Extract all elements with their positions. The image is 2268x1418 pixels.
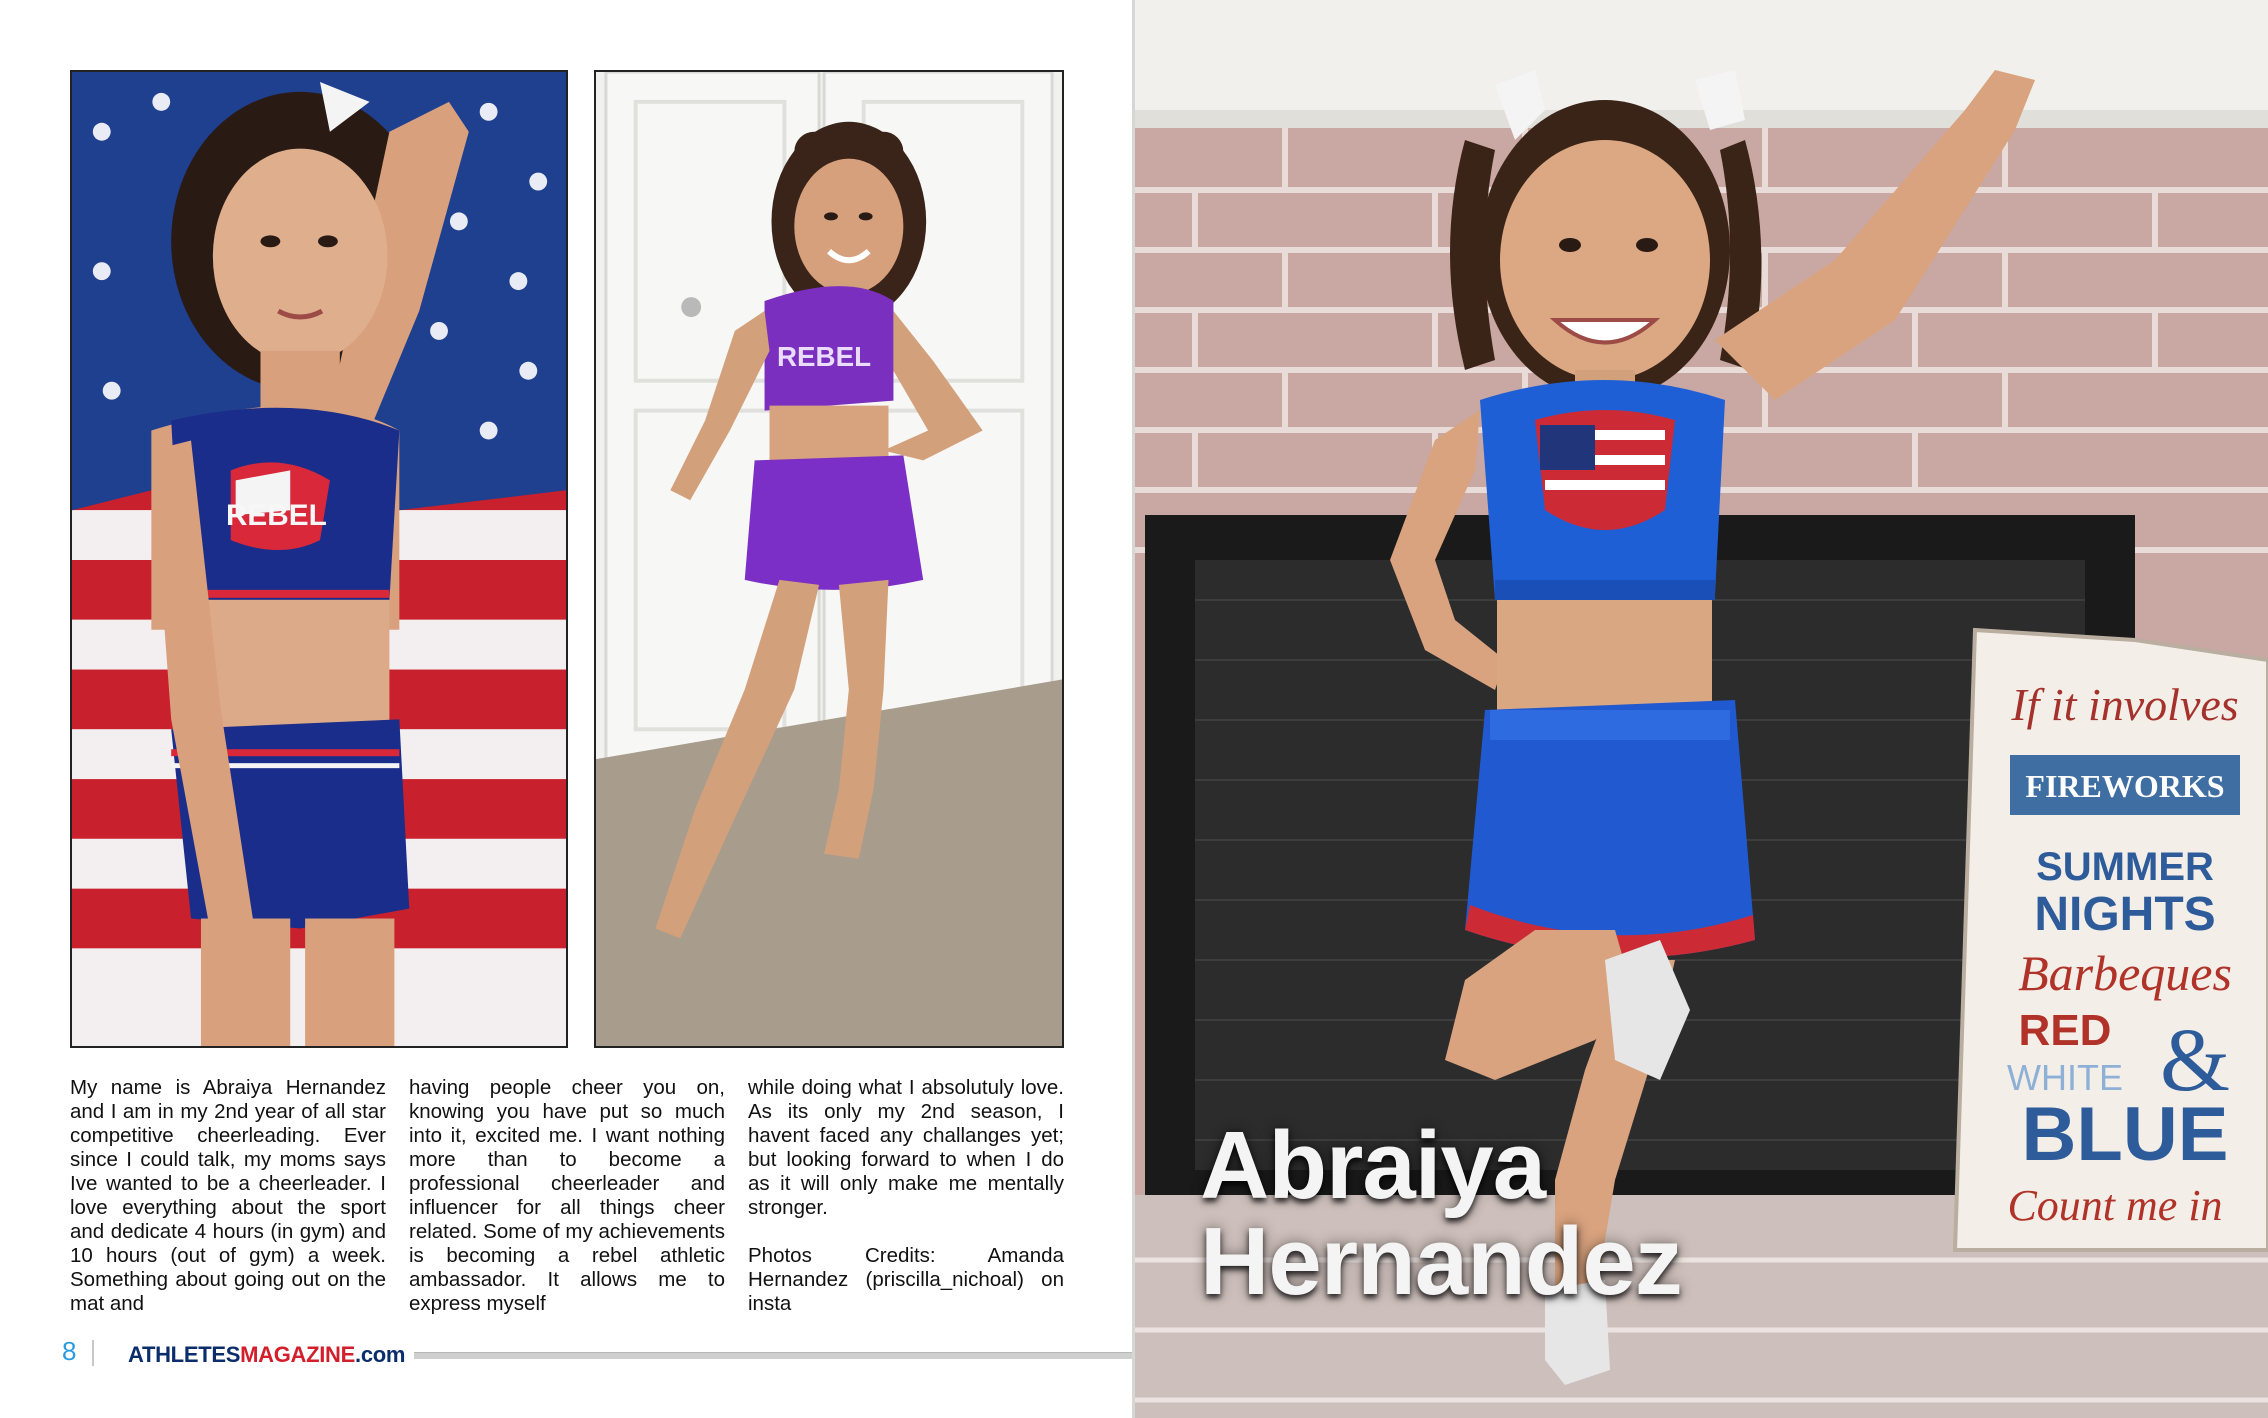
left-page bbox=[0, 0, 1132, 1418]
article-body bbox=[70, 1076, 1064, 1316]
fireworks-sign bbox=[1955, 630, 2268, 1250]
sign-line-1: If it involves bbox=[2011, 679, 2239, 730]
sign-line-2: SUMMER bbox=[2036, 845, 2214, 889]
rebel-logo-text: REBEL bbox=[225, 499, 327, 533]
sign-banner: FIREWORKS bbox=[2025, 768, 2225, 804]
flag-portrait-illustration bbox=[72, 72, 566, 1046]
sign-line-7: & bbox=[2159, 1011, 2231, 1110]
article-paragraph: My name is Abraiya Hernandez and I am in my 2nd year of all star competitive cheerleading. Ever since I could talk, my moms says Ive wanted to be a cheerleader. I love everything about the sport and dedicate 4 hours (in gym) and 10 hours (out of gym) a week. Something about going out on the mat and bbox=[70, 1076, 386, 1315]
feature-name-title bbox=[1200, 1112, 1682, 1315]
brand-athletes: ATHLETES bbox=[128, 1342, 241, 1367]
brand-magazine: MAGAZINE bbox=[240, 1342, 356, 1367]
brand-link[interactable] bbox=[128, 1342, 405, 1368]
page-footer bbox=[0, 1332, 1132, 1372]
photo-flag-portrait bbox=[70, 70, 568, 1048]
sign-line-4: Barbeques bbox=[2018, 945, 2232, 1001]
rebel-logo-text-purple: REBEL bbox=[777, 340, 872, 372]
page-number: 8 bbox=[62, 1336, 77, 1366]
article-column-1 bbox=[70, 1076, 386, 1340]
article-column-3 bbox=[748, 1076, 1064, 1340]
sign-line-3: NIGHTS bbox=[2034, 888, 2216, 941]
feature-first-name: Abraiya bbox=[1200, 1112, 1546, 1219]
sign-line-6: WHITE bbox=[2007, 1057, 2123, 1098]
footer-rule bbox=[414, 1352, 1132, 1359]
sign-line-9: Count me in bbox=[2007, 1181, 2223, 1230]
page-number-separator bbox=[92, 1340, 94, 1366]
sign-line-5: RED bbox=[2018, 1006, 2112, 1055]
sign-line-8: BLUE bbox=[2021, 1092, 2229, 1177]
brand-dotcom: .com bbox=[355, 1342, 406, 1367]
photo-purple-outfit bbox=[594, 70, 1064, 1048]
article-paragraph: while doing what I absolutuly love. As its only my 2nd season, I havent faced any challanges yet; but looking forward to when I do as it will only make me mentally stronger. bbox=[748, 1076, 1064, 1219]
article-paragraph: having people cheer you on, knowing you have put so much into it, excited me. I want nothing more than to become a professional cheerleader and influencer for all things cheer related. Some of my achievements is becoming a rebel athletic ambassador. It allows me to express myself bbox=[409, 1076, 725, 1315]
photo-credits: Photos Credits: Amanda Hernandez (priscilla_nichoal) on insta bbox=[748, 1244, 1064, 1315]
feature-last-name: Hernandez bbox=[1200, 1208, 1682, 1315]
article-column-2 bbox=[409, 1076, 725, 1340]
purple-outfit-illustration bbox=[596, 72, 1062, 1046]
